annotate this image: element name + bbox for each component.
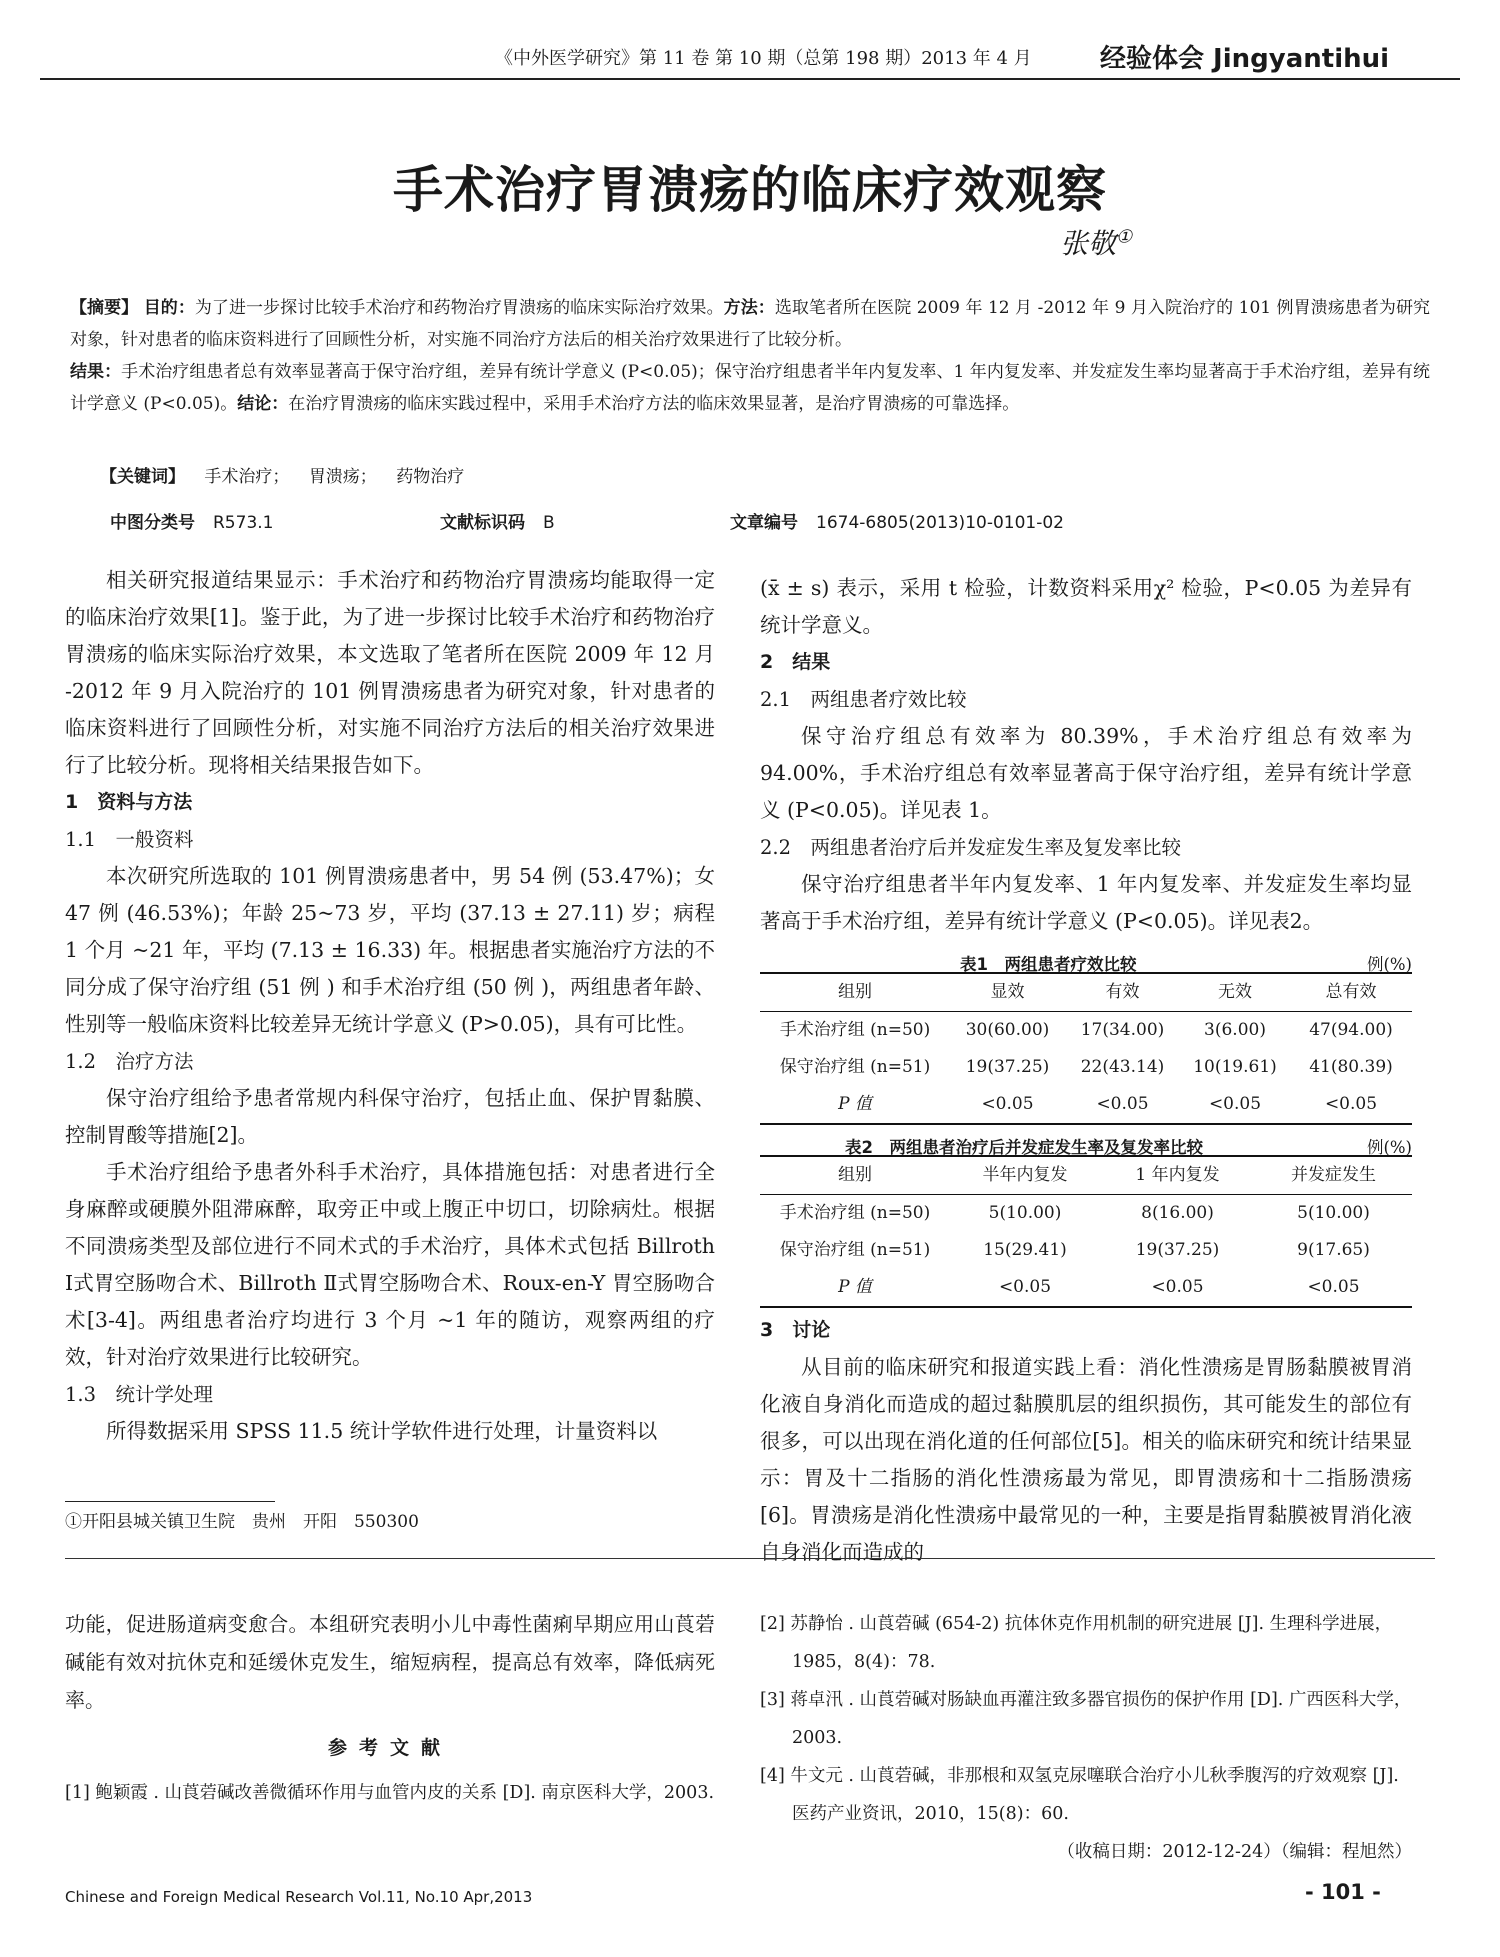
section-label: 经验体会 Jingyantihui: [1100, 44, 1390, 74]
section-divider: [65, 1558, 1435, 1559]
column-header: 半年内复发: [982, 1165, 1068, 1185]
table-cell: 3(6.00): [1204, 1020, 1266, 1040]
table1-unit: 例(%): [1366, 955, 1412, 974]
table-cell: 15(29.41): [983, 1240, 1067, 1260]
reference-list-right: [760, 1605, 1412, 1871]
table1: [760, 972, 1412, 1125]
right-column: [760, 570, 1412, 1571]
paragraph: 保守治疗组总有效率为 80.39%，手术治疗组总有效率为 94.00%，手术治疗组总有效率显著高于保守治疗组，差异有统计学意义 (P<0.05)。详见表 1。: [760, 724, 1412, 822]
table-row: [760, 1012, 1412, 1050]
table-row: [760, 1195, 1412, 1233]
table-cell: 8(16.00): [1141, 1203, 1214, 1223]
table-row: [760, 1049, 1412, 1086]
table-cell: 保守治疗组 (n=51): [779, 1240, 931, 1260]
abstract-results: 手术治疗组患者总有效率显著高于保守治疗组，差异有统计学意义 (P<0.05)；保守治疗组患者半年内复发率、1 年内复发率、并发症发生率均显著高于手术治疗组，差异有统计学意义 (P<0.05)。: [70, 362, 1431, 414]
table-cell: <0.05: [1151, 1277, 1204, 1297]
table-cell: 22(43.14): [1080, 1057, 1165, 1077]
reference-item: [4] 牛文元 . 山莨菪碱，非那根和双氢克尿噻联合治疗小儿秋季腹泻的疗效观察 [J]. 医药产业资讯，2010，15(8)：60.: [760, 1766, 1399, 1824]
table-cell: P 值: [838, 1277, 872, 1297]
table1-title: 表1 两组患者疗效比较: [960, 955, 1137, 974]
table-cell: 41(80.39): [1309, 1057, 1393, 1077]
table-cell: 47(94.00): [1309, 1020, 1393, 1040]
table-cell: 10(19.61): [1193, 1057, 1277, 1077]
table-cell: 17(34.00): [1080, 1020, 1165, 1040]
subsection-heading: 1.3 统计学处理: [65, 1383, 214, 1406]
paragraph: 所得数据采用 SPSS 11.5 统计学软件进行处理，计量资料以: [106, 1419, 658, 1443]
column-header: 显效: [990, 982, 1025, 1002]
table-row: [760, 1232, 1412, 1269]
table-cell: <0.05: [1208, 1094, 1262, 1114]
author-footnote-mark: ①: [1116, 226, 1133, 248]
journal-issue-info: 《中外医学研究》第 11 卷 第 10 期（总第 198 期）2013 年 4 月: [495, 48, 1032, 69]
table-cell: 保守治疗组 (n=51): [779, 1057, 931, 1077]
table-row: [760, 1269, 1412, 1307]
table-cell: 19(37.25): [965, 1057, 1050, 1077]
paragraph: (x̄ ± s) 表示，采用 t 检验，计数资料采用χ² 检验，P<0.05 为差异有统计学意义。: [760, 576, 1412, 637]
affiliation-footnote: ①开阳县城关镇卫生院 贵州 开阳 550300: [65, 1512, 419, 1532]
article-no-label: 文章编号: [730, 513, 798, 533]
footnote-rule: [65, 1501, 275, 1502]
section-heading: 1 资料与方法: [65, 791, 193, 813]
paragraph: 本次研究所选取的 101 例胃溃疡患者中，男 54 例 (53.47%)；女 47 例 (46.53%)；年龄 25~73 岁，平均 (37.13 ± 27.11) 岁；病程 1 个月 ~21 年，平均 (7.13 ± 16.33) 年。根据患者实施治疗方法的不同分成了保守治疗组 (51 例 ) 和手术治疗组 (50 例 )，两组患者年龄、性别等一般临床资料比较差异无统计学意义 (P>0.05)，具有可比性。: [65, 864, 715, 1036]
column-header: 组别: [838, 1165, 872, 1185]
abstract-methods: 选取笔者所在医院 2009 年 12 月 -2012 年 9 月入院治疗的 101 例胃溃疡患者为研究对象，针对患者的临床资料进行了回顾性分析，对实施不同治疗方法后的相关治疗效果进行了比较分析。: [70, 298, 1431, 350]
clc-number: [110, 508, 273, 533]
section-heading: 3 讨论: [760, 1319, 831, 1341]
abstract-label: 【摘要】: [70, 298, 139, 318]
table2-title: 表2 两组患者治疗后并发症发生率及复发率比较: [845, 1138, 1203, 1157]
column-header: 无效: [1218, 982, 1252, 1002]
reference-item: [2] 苏静怡 . 山莨菪碱 (654-2) 抗体休克作用机制的研究进展 [J]. 生理科学进展，1985，8(4)：78.: [760, 1614, 1393, 1672]
subsection-heading: 2.1 两组患者疗效比较: [760, 688, 967, 711]
doc-code-value: B: [543, 513, 555, 533]
abstract-results-label: 结果：: [70, 362, 122, 382]
left-column: [65, 562, 715, 1450]
doc-code-label: 文献标识码: [440, 513, 525, 533]
table-cell: <0.05: [998, 1277, 1052, 1297]
table-cell: 30(60.00): [965, 1020, 1050, 1040]
table1-caption: [760, 944, 1412, 972]
received-date: （收稿日期：2012-12-24）（编辑：程旭然）: [1057, 1842, 1412, 1862]
previous-article-tail: 功能，促进肠道病变愈合。本组研究表明小儿中毒性菌痢早期应用山莨菪碱能有效对抗休克和延缓休克发生，缩短病程，提高总有效率，降低病死率。: [65, 1612, 715, 1712]
table-cell: 5(10.00): [1297, 1203, 1370, 1223]
keywords: [100, 462, 464, 487]
document-code: [440, 508, 555, 533]
abstract-objective-label: 目的：: [143, 298, 195, 318]
table-cell: <0.05: [1096, 1094, 1149, 1114]
header-rule: [40, 78, 1460, 80]
abstract-conclusion-label: 结论：: [237, 394, 289, 414]
keywords-label: 【关键词】: [100, 467, 185, 487]
footer-journal: Chinese and Foreign Medical Research Vol.11, No.10 Apr,2013: [65, 1888, 533, 1906]
table-row: [760, 1086, 1412, 1124]
author-name: 张敬: [1060, 227, 1117, 260]
subsection-heading: 2.2 两组患者治疗后并发症发生率及复发率比较: [760, 836, 1182, 859]
keyword: 胃溃疡；: [308, 467, 377, 487]
subsection-heading: 1.1 一般资料: [65, 828, 194, 851]
column-header: 并发症发生: [1291, 1165, 1376, 1185]
column-header: 1 年内复发: [1135, 1165, 1220, 1185]
table-cell: <0.05: [1324, 1094, 1378, 1114]
section-heading: 2 结果: [760, 651, 831, 673]
reference-item: [1] 鲍颖霞 . 山莨菪碱改善微循环作用与血管内皮的关系 [D]. 南京医科大学，2003.: [65, 1783, 715, 1803]
table2: [760, 1155, 1412, 1308]
table-cell: 手术治疗组 (n=50): [779, 1020, 931, 1040]
column-header: 总有效: [1325, 982, 1377, 1002]
table-cell: 手术治疗组 (n=50): [779, 1203, 931, 1223]
table2-caption: [760, 1125, 1412, 1155]
paragraph: 从目前的临床研究和报道实践上看：消化性溃疡是胃肠黏膜被胃消化液自身消化而造成的超过黏膜肌层的组织损伤，其可能发生的部位有很多，可以出现在消化道的任何部位[5]。相关的临床研究和统计结果显示：胃及十二指肠的消化性溃疡最为常见，即胃溃疡和十二指肠溃疡[6]。胃溃疡是消化性溃疡中最常见的一种，主要是指胃黏膜被胃消化液自身消化而造成的: [760, 1355, 1412, 1564]
abstract: [70, 292, 1430, 420]
page-number: - 101 -: [1305, 1880, 1381, 1904]
table2-unit: 例(%): [1366, 1138, 1412, 1157]
keyword: 手术治疗；: [204, 467, 290, 487]
table-cell: P 值: [838, 1094, 872, 1114]
reference-list-left: [65, 1774, 715, 1812]
article-no-value: 1674-6805(2013)10-0101-02: [816, 513, 1064, 533]
table-cell: <0.05: [981, 1094, 1034, 1114]
table-cell: 5(10.00): [988, 1203, 1062, 1223]
paragraph: 手术治疗组给予患者外科手术治疗，具体措施包括：对患者进行全身麻醉或硬膜外阻滞麻醉，取旁正中或上腹正中切口，切除病灶。根据不同溃疡类型及部位进行不同术式的手术治疗，具体术式包括 Billroth Ⅰ式胃空肠吻合术、Billroth Ⅱ式胃空肠吻合术、Roux-en-Y 胃空肠吻合术[3-4]。两组患者治疗均进行 3 个月 ~1 年的随访，观察两组的疗效，针对治疗效果进行比较研究。: [65, 1160, 715, 1369]
table-cell: 9(17.65): [1297, 1240, 1370, 1260]
paragraph: 保守治疗组患者半年内复发率、1 年内复发率、并发症发生率均显著高于手术治疗组，差异有统计学意义 (P<0.05)。详见表2。: [760, 872, 1412, 933]
article-number: [730, 508, 1064, 533]
article-title: 手术治疗胃溃疡的临床疗效观察: [393, 161, 1107, 219]
table-cell: <0.05: [1307, 1277, 1360, 1297]
paragraph: 保守治疗组给予患者常规内科保守治疗，包括止血、保护胃黏膜、控制胃酸等措施[2]。: [65, 1086, 715, 1147]
abstract-methods-label: 方法：: [723, 298, 775, 318]
clc-value: R573.1: [213, 513, 274, 533]
column-header: 有效: [1105, 982, 1140, 1002]
clc-label: 中图分类号: [110, 513, 195, 533]
abstract-objective: 为了进一步探讨比较手术治疗和药物治疗胃溃疡的临床实际治疗效果。: [194, 298, 724, 318]
intro-paragraph: 相关研究报道结果显示：手术治疗和药物治疗胃溃疡均能取得一定的临床治疗效果[1]。鉴于此，为了进一步探讨比较手术治疗和药物治疗胃溃疡的临床实际治疗效果，本文选取了笔者所在医院 2009 年 12 月 -2012 年 9 月入院治疗的 101 例胃溃疡患者为研究对象，针对患者的临床资料进行了回顾性分析，对实施不同治疗方法后的相关治疗效果进行了比较分析。现将相关结果报告如下。: [65, 568, 715, 777]
references-heading: 参考文献: [327, 1737, 452, 1759]
table-cell: 19(37.25): [1135, 1240, 1220, 1260]
column-header: 组别: [838, 982, 872, 1002]
subsection-heading: 1.2 治疗方法: [65, 1050, 194, 1073]
reference-item: [3] 蒋卓汛 . 山莨菪碱对肠缺血再灌注致多器官损伤的保护作用 [D]. 广西医科大学，2003.: [760, 1690, 1412, 1748]
author: [1060, 222, 1132, 262]
abstract-conclusion: 在治疗胃溃疡的临床实践过程中，采用手术治疗方法的临床效果显著，是治疗胃溃疡的可靠选择。: [288, 394, 1020, 414]
keyword: 药物治疗: [396, 467, 465, 487]
